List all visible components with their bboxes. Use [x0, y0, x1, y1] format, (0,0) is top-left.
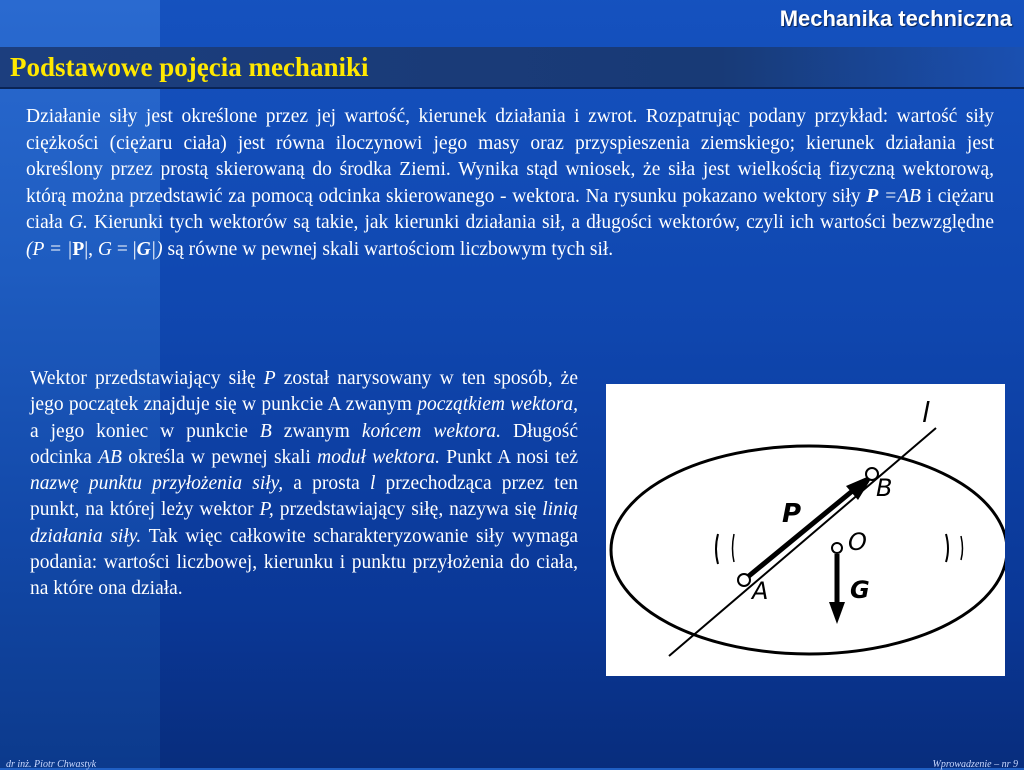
footer-page-number: Wprowadzenie – nr 9: [932, 759, 1018, 770]
text: Tak więc całkowite scharakteryzowanie siły wymaga podania: wartości liczbowej, kierunku i punktu przyłożenia do ciała, na które ona działa.: [30, 525, 578, 600]
label-a: A: [752, 577, 769, 605]
text: Wektor przedstawiający siłę: [30, 368, 264, 389]
slide-title: Podstawowe pojęcia mechaniki: [10, 52, 369, 82]
intro-paragraph: [26, 104, 994, 264]
text: Długość odcinka: [30, 420, 579, 468]
vector-paragraph: [30, 366, 578, 603]
symbol-g: G.: [68, 212, 88, 234]
app-title: Mechanika techniczna: [779, 6, 1012, 31]
hatch-mark: [716, 534, 718, 564]
title-underline: [0, 87, 1024, 89]
hatch-mark: [961, 536, 963, 560]
hatch-mark: [733, 534, 735, 562]
footer-author: dr inż. Piotr Chwastyk: [6, 759, 97, 770]
text: są równe w pewnej skali wartościom liczbowym tych sił.: [162, 238, 614, 260]
text: Punkt A nosi też: [439, 446, 578, 468]
symbol-b: B: [259, 420, 272, 442]
symbol-p: P: [866, 185, 879, 207]
formula-part: |): [150, 238, 163, 260]
text: a prosta: [283, 473, 370, 495]
label-b: B: [876, 474, 893, 502]
formula-part: |,: [84, 238, 98, 260]
symbol-p: P,: [259, 499, 274, 521]
symbol-l: l: [369, 473, 376, 495]
text: Kierunki tych wektorów są takie, jak kierunki działania sił, a długości wektorów, czyli ich wartości bezwzględne: [87, 212, 994, 234]
vector-g-arrowhead: [829, 602, 845, 624]
label-l: l: [922, 396, 930, 429]
formula-g: G: [97, 238, 112, 260]
point-o: [832, 543, 842, 553]
term-modulus: moduł wektora.: [317, 446, 440, 468]
body-ellipse: [611, 446, 1005, 654]
text: i ciężaru ciała: [26, 185, 995, 234]
symbol-ab: =AB: [878, 185, 921, 207]
formula-part: (P = |: [26, 238, 73, 260]
text: określa w pewnej skali: [121, 446, 318, 468]
label-o: O: [848, 528, 867, 556]
text: Działanie siły jest określone przez jej wartość, kierunek działania i zwrot. Rozpatrując podany przykład: wartość siły ciężkości (ciężaru ciała) jest równa iloczynowi jego masy oraz przyspieszenia ziemskiego; kierunek działania jest określony przez prostą skierowaną do środka Ziemi. Wynika stąd wniosek, że siła jest wielkością fizyczną wektorową, którą można przedstawić za pomocą odcinka skierowanego - wektora. Na rysunku pokazano wektory siły: [26, 106, 994, 207]
text: zwanym: [271, 420, 362, 442]
term-start: początkiem wektora,: [417, 394, 579, 416]
term-end: końcem wektora.: [361, 420, 502, 442]
term-application-point: nazwę punktu przyłożenia siły,: [30, 473, 284, 495]
symbol-p: P: [263, 368, 276, 389]
text: przechodząca przez ten punkt, na której leży wektor: [30, 473, 578, 521]
symbol-ab: AB: [98, 446, 122, 468]
formula-part: = |: [112, 238, 137, 260]
term-line-of-action: linią działania siły.: [30, 499, 578, 547]
point-a: [738, 574, 750, 586]
formula-g-bold: G: [136, 238, 151, 260]
label-p: P: [782, 499, 802, 529]
figure-svg: [606, 384, 1005, 676]
text: został narysowany w ten sposób, że jego początek znajduje się w punkcie A zwanym: [30, 368, 578, 416]
formula-p: P: [72, 238, 85, 260]
force-vector-figure: [606, 384, 1005, 676]
hatch-mark: [946, 534, 948, 562]
label-g: G: [850, 576, 870, 604]
text: a jego koniec w punkcie: [30, 420, 260, 442]
text: przedstawiający siłę, nazywa się: [273, 499, 543, 521]
line-of-action: [669, 428, 936, 656]
